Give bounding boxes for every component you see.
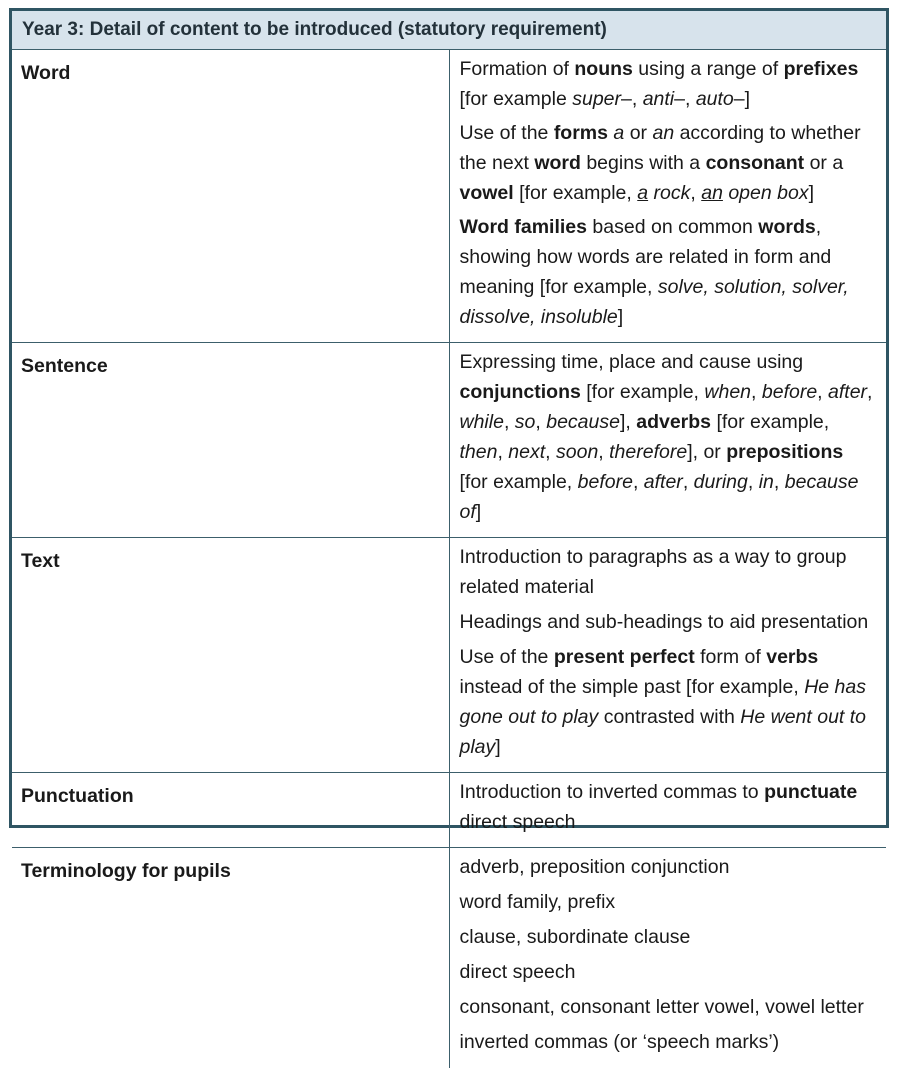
row-label-text: Text [12, 538, 449, 773]
curriculum-table-frame [9, 8, 889, 828]
list-item: adverb, preposition conjunction [460, 852, 877, 882]
sentence-paragraph: Expressing time, place and cause using conjunctions [for example, when, before, after, while, so, because], adverbs [for example, then, next, soon, therefore], or prepositions [for example, before, after, during, in, because of] [460, 347, 877, 527]
row-word [12, 50, 886, 343]
text-paragraph-2: Headings and sub-headings to aid presentation [460, 607, 877, 637]
curriculum-table [12, 11, 886, 1068]
row-text [12, 538, 886, 773]
list-item: clause, subordinate clause [460, 922, 877, 952]
text-paragraph-1: Introduction to paragraphs as a way to group related material [460, 542, 877, 602]
row-label-sentence: Sentence [12, 343, 449, 538]
list-item: direct speech [460, 957, 877, 987]
list-item: consonant, consonant letter vowel, vowel letter [460, 992, 877, 1022]
row-label-punctuation: Punctuation [12, 773, 449, 848]
punctuation-paragraph: Introduction to inverted commas to punctuate direct speech [460, 777, 877, 837]
row-content-punctuation [449, 773, 886, 848]
list-item: inverted commas (or ‘speech marks’) [460, 1027, 877, 1057]
row-sentence [12, 343, 886, 538]
list-item: word family, prefix [460, 887, 877, 917]
word-paragraph-prefixes: Formation of nouns using a range of prefixes [for example super–, anti–, auto–] [460, 54, 877, 114]
word-paragraph-articles: Use of the forms a or an according to whether the next word begins with a consonant or a vowel [for example, a rock, an open box] [460, 118, 877, 208]
row-content-terminology [449, 848, 886, 1068]
table-title: Year 3: Detail of content to be introduced (statutory requirement) [12, 11, 886, 50]
table-header-row [12, 11, 886, 50]
row-content-word [449, 50, 886, 343]
row-content-text [449, 538, 886, 773]
word-paragraph-families: Word families based on common words, showing how words are related in form and meaning [for example, solve, solution, solver, dissolve, insoluble] [460, 212, 877, 332]
row-label-word: Word [12, 50, 449, 343]
text-paragraph-3: Use of the present perfect form of verbs instead of the simple past [for example, He has gone out to play contrasted with He went out to play] [460, 642, 877, 762]
row-content-sentence [449, 343, 886, 538]
row-terminology [12, 848, 886, 1068]
row-punctuation [12, 773, 886, 848]
row-label-terminology: Terminology for pupils [12, 848, 449, 1068]
